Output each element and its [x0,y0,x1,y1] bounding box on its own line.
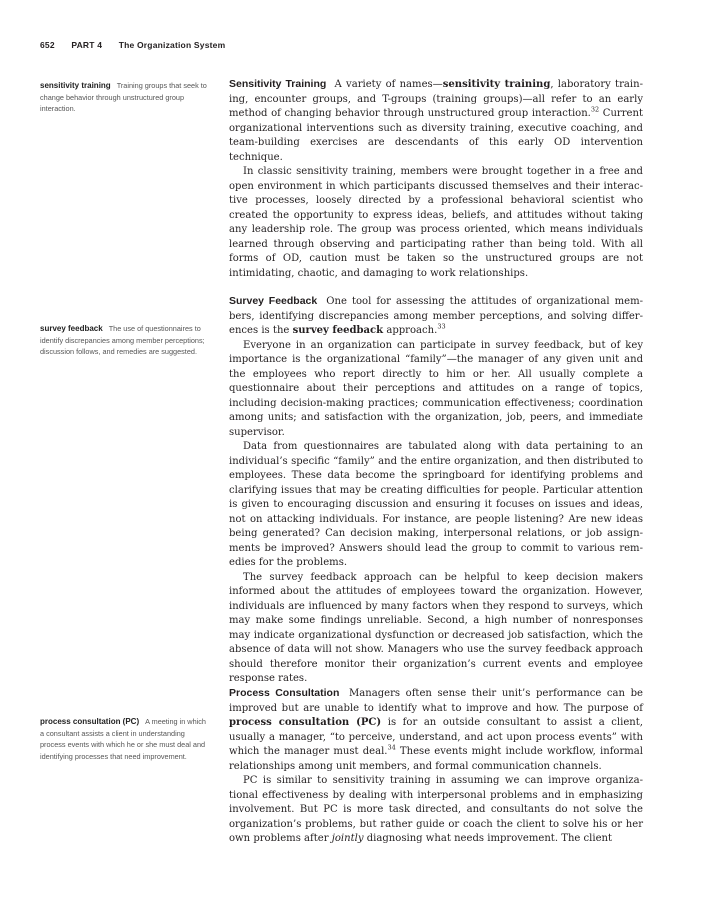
paragraph: Everyone in an organization can participate in survey feedback, but of key importance is the organizational “family”—the manager of any given unit and the employees who report directly to him or her. All usually complete a questionnaire about their perceptions and attitudes on a range of topics, including decision-making practices; communication effectiveness; coordination among units; and satisfaction with the organization, job, peers, and immediate supervisor. [229,339,643,438]
text-run: One tool for assessing the attitudes of organizational members, identifying discrepancies among member perceptions, and solving differences is the [229,296,643,336]
text-run: Current organizational interventions such as diversity training, executive coaching, and team-building exercises are descendants of this early OD intervention technique. [229,108,643,163]
margin-note-term: survey feedback [40,324,103,333]
paragraph [229,774,643,847]
text-run: is for an outside consultant to assist a client, usually a manager, “to perceive, understand, and act upon process events” with which the manager must deal. [229,717,643,757]
section-heading: Sensitivity Training [229,78,327,90]
footnote-ref: 32 [590,105,600,114]
paragraph: In classic sensitivity training, members were brought together in a free and open environment in which participants discussed themselves and their interactive processes, loosely directed by a professional behavioral scientist who created the opportunity to express ideas, beliefs, and attitudes without taking any leadership role. The group was process oriented, which means individuals learned through observing and participating rather than being told. With all forms of OD, caution must be taken so the unstructured groups are not intimidating, chaotic, and damaging to work relationships. [229,166,643,279]
margin-note-sensitivity-training [40,80,210,115]
text-run: PC is similar to sensitivity training in assuming we can improve organizational effectiveness by dealing with interpersonal problems and in emphasizing involvement. But PC is more task directed, and consultants do not solve the organization’s problems, but rather guide or coach the client to solve his or her own problems after [229,775,643,844]
margin-note-definition: A meeting in which a consultant assists a client in understanding process events with which he or she must deal and identifying processes that need improvement. [40,717,206,761]
margin-note-term: process consultation (PC) [40,717,140,726]
running-header [40,40,239,50]
key-term: survey feedback [292,325,384,336]
text-run: These events might include workflow, informal relationships among unit members, and formal communication channels. [229,746,643,772]
paragraph [229,294,643,339]
text-run: approach. [383,325,438,336]
margin-note-process-consultation [40,716,210,762]
margin-note-term: sensitivity training [40,81,111,90]
footnote-ref: 34 [387,743,396,752]
margin-note-definition: Training groups that seek to change behavior through unstructured group interaction. [40,81,207,114]
paragraph [229,77,643,165]
section-heading: Survey Feedback [229,295,318,307]
section-process-consultation [229,686,643,847]
emphasis: jointly [331,833,364,844]
paragraph: The survey feedback approach can be helpful to keep decision makers informed about the attitudes of employees toward the organization. However, individuals are influenced by many factors when they respond to surveys, which may make some findings unreliable. Second, a high number of nonresponses may indicate organizational dysfunction or decreased job satisfaction, which the absence of data will not show. Managers who use the survey feedback approach should therefore monitor their organization’s current events and employee response rates. [229,571,643,684]
paragraph: Data from questionnaires are tabulated along with data pertaining to an individual’s specific “family” and the entire organization, and then distributed to employees. These data become the springboard for identifying problems and clarifying issues that may be creating difficulties for people. Particular attention is given to encouraging discussion and ensuring it focuses on issues and ideas, not on attacking individuals. For instance, are people listening? Are new ideas being generated? Can decision making, interpersonal relations, or job assignments be improved? Answers should lead the group to commit to various remedies for the problems. [229,441,643,568]
text-run: Managers often sense their unit’s performance can be improved but are unable to identify what to improve and how. The purpose of [229,688,643,714]
section-heading: Process Consultation [229,687,340,699]
margin-note-definition: The use of questionnaires to identify discrepancies among member perceptions; discussion follows, and remedies are suggested. [40,324,205,357]
paragraph [229,686,643,774]
key-term: process consultation (PC) [229,717,382,728]
part-title: The Organization System [118,40,226,50]
text-run: diagnosing what needs improvement. The client [363,833,613,844]
footnote-ref: 33 [437,322,446,331]
part-label: PART 4 [71,40,103,50]
key-term: sensitivity training [442,79,551,90]
margin-note-survey-feedback [40,323,210,358]
text-run: , laboratory training, encounter groups, and T-groups (training groups)—all refer to an early method of changing behavior through unstructured group interaction. [229,79,643,119]
page-number: 652 [40,40,55,50]
section-sensitivity-training [229,77,643,281]
text-run: A variety of names— [334,79,443,90]
section-survey-feedback [229,294,643,687]
